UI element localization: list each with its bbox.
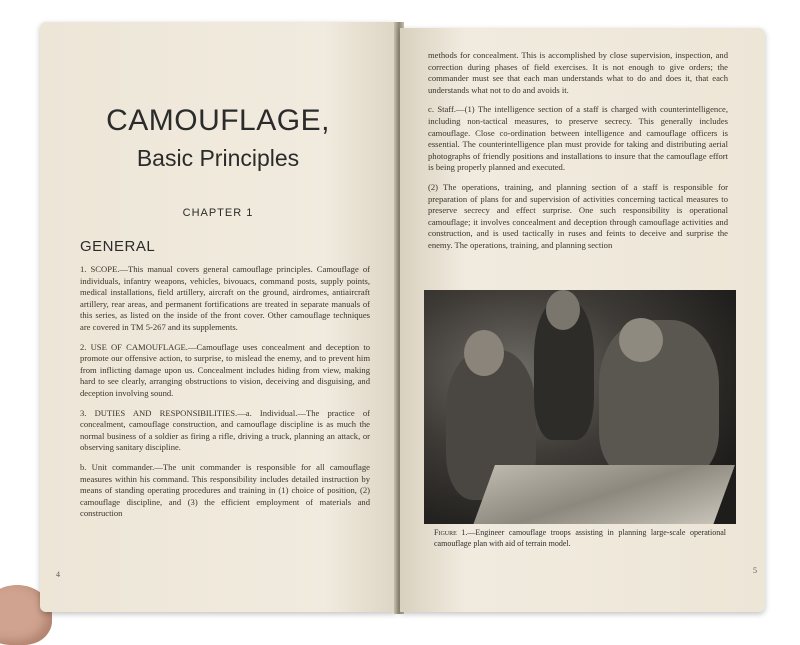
page-title-line2: Basic Principles [136,145,300,171]
chapter-label: CHAPTER 1 [182,207,254,219]
paragraph-use: 2. USE OF CAMOUFLAGE.—Camouflage uses concealment and deception to promote our offensive action, to surprise, to mislead the enemy, and to prevent him from inflicting damage upon us. Concealment includes hiding from view, making hard to see clearly, arranging obstructions to vision, deceiving and disguising, and deception involving sound. [80,341,370,398]
page-number-left: 4 [56,570,60,579]
left-body [80,264,370,528]
right-body [428,50,728,260]
figure-caption [434,528,726,549]
paragraph-duties: 3. DUTIES AND RESPONSIBILITIES.—a. Individual.—The practice of concealment, camouflage construction, and camouflage discipline is as much the normal business of a soldier as firing a rifle, driving a truck, planning an attack, or observing sanitary discipline. [80,407,370,453]
right-page [400,28,765,612]
left-page [40,22,396,612]
paragraph-scope: 1. SCOPE.—This manual covers general camouflage principles. Camouflage of individuals, infantry weapons, vehicles, bivouacs, command posts, supply points, medical installations, field artillery, aircraft on the ground, airdromes, antiaircraft artillery, rear areas, and permanent fortifications are treated in separate manuals of this series, as listed on the inside of the front cover. Other camouflage techniques are covered in TM 5-267 and its supplements. [80,264,370,332]
paragraph-staff: c. Staff.—(1) The intelligence section of a staff is charged with counterintelligence, including non-tactical measures, to preserve secrecy. This generally includes camouflage. Close co-ordination between intelligence and camouflage officers is essential. The counterintelligence plan must provide for taking and distributing aerial photographs of friendly positions and installations to insure that the camouflage effort is being properly planned and executed. [428,104,728,173]
paragraph-operations: (2) The operations, training, and planning section of a staff is responsible for preparation of plans for and supervision of activities concerning tactical measures to preserve secrecy and effect surprise. One such responsibility is operational camouflage; it involves concealment and deception through camouflage activities and construction, and is used tactically in ruses and feints to deceive and surprise the enemy. The operations, training, and planning section [428,181,728,250]
caption-label: Figure 1. [434,528,468,537]
figure-photo [424,290,736,524]
section-heading: GENERAL [80,238,156,255]
paragraph-methods: methods for concealment. This is accomplished by close supervision, inspection, and correction during phases of field exercises. It is not enough to give orders; the commander must see that each man understands what to do and does it, that each understands what not to do and avoids it. [428,50,728,95]
page-number-right: 5 [753,566,757,575]
caption-text: —Engineer camouflage troops assisting in planning large-scale operational camouflage plan with aid of terrain model. [434,528,727,548]
page-title-line1: CAMOUFLAGE, [106,104,330,137]
paragraph-commander: b. Unit commander.—The unit commander is responsible for all camouflage measures within his command. This responsibility includes detailed instruction by means of standing operating procedures and training in (1) choice of position, (2) camouflage discipline, and (3) the efficient employment of materials and construction [80,461,370,519]
